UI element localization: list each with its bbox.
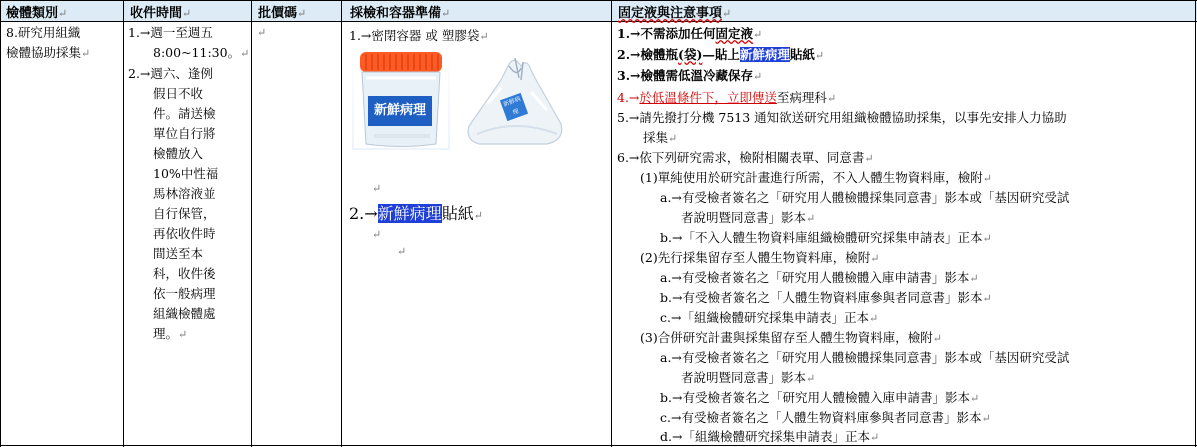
receive-line: 1.→週一至週五 xyxy=(128,25,213,40)
bag-label: 新鮮病理 xyxy=(500,93,528,121)
receive-line: 理。↵ xyxy=(153,326,188,341)
container-item-1: 1.→密閉容器 或 塑膠袋↵ xyxy=(349,28,489,43)
column-border xyxy=(123,0,124,447)
header-fixative-notes: 固定液與注意事項↵ xyxy=(618,6,732,21)
note-4: 4.→於低溫條件下，立即傳送至病理科↵ xyxy=(617,90,837,105)
section-2-item-a: a.→有受檢者簽名之「研究用人體檢體入庫申請書」影本↵ xyxy=(660,270,979,285)
jar-label: 新鮮病理 xyxy=(368,96,432,126)
category-line: 8.研究用組織 xyxy=(6,25,81,40)
note-3: 3.→檢體需低溫冷藏保存↵ xyxy=(617,68,763,83)
receive-line: 自行保管， xyxy=(153,206,216,221)
section-1-item-a-line-1: a.→有受檢者簽名之「研究用人體檢體採集同意書」影本或「基因研究受試 xyxy=(660,190,1070,205)
header-billing-code: 批價碼↵ xyxy=(258,6,307,21)
table-bottom-border xyxy=(0,445,1197,446)
section-3-item-a-line-2: 者說明暨同意書」影本↵ xyxy=(681,370,816,385)
urgent-transport-text: 於低溫條件下，立即傳送 xyxy=(639,90,777,105)
receive-line: 依一般病理 xyxy=(153,286,216,301)
receive-line: 2.→週六、逢例 xyxy=(128,66,213,81)
specimen-category-cell xyxy=(6,23,122,64)
note-6: 6.→依下列研究需求，檢附相關表單、同意書↵ xyxy=(617,150,874,165)
receive-line: 件。請送檢 xyxy=(153,106,216,121)
note-1: 1.→不需添加任何固定液↵ xyxy=(617,26,763,41)
section-3-item-b: b.→有受檢者簽名之「研究用人體檢體入庫申請書」影本↵ xyxy=(660,390,980,405)
receive-line: 科，收件後 xyxy=(153,266,216,281)
receive-line: 8:00~11:30。↵ xyxy=(153,45,250,60)
section-3-item-d: d.→「組織檢體研究採集申請表」正本↵ xyxy=(660,429,880,444)
receive-line: 組織檢體處 xyxy=(153,306,216,321)
column-border xyxy=(251,0,252,447)
section-1-item-b: b.→「不入人體生物資料庫組織檢體研究採集申請表」正本↵ xyxy=(660,230,992,245)
billing-code-empty-mark: ↵ xyxy=(257,26,267,39)
receive-line: 再依收件時 xyxy=(153,226,216,241)
section-2-item-c: c.→「組織檢體研究採集申請表」正本↵ xyxy=(660,310,879,325)
container-para-mark: ↵ xyxy=(372,228,382,241)
category-line: 檢體協助採集↵ xyxy=(6,45,91,60)
receive-line: 假日不收 xyxy=(153,86,204,101)
container-item-2: 2.→新鮮病理貼紙↵ xyxy=(349,204,483,223)
column-border xyxy=(1195,0,1196,447)
column-border xyxy=(611,0,612,447)
header-specimen-category: 檢體類別↵ xyxy=(6,6,68,21)
receive-line: 間送至本 xyxy=(153,246,204,261)
section-3-heading: (3)合併研究計畫與採集留存至人體生物資料庫，檢附↵ xyxy=(640,330,942,345)
column-border xyxy=(341,0,342,447)
section-2-item-b: b.→有受檢者簽名之「人體生物資料庫參與者同意書」影本↵ xyxy=(660,290,992,305)
section-1-heading: (1)單純使用於研究計畫進行所需，不入人體生物資料庫，檢附↵ xyxy=(640,170,992,185)
fresh-pathology-highlight: 新鮮病理 xyxy=(739,47,790,62)
container-para-mark: ↵ xyxy=(372,182,382,195)
header-receive-time: 收件時間↵ xyxy=(130,6,192,21)
header-container-prep: 採檢和容器準備↵ xyxy=(350,6,451,21)
section-3-item-c: c.→有受檢者簽名之「人體生物資料庫參與者同意書」影本↵ xyxy=(660,410,991,425)
receive-line: 10%中性福 xyxy=(153,166,219,181)
container-para-mark: ↵ xyxy=(397,245,407,258)
specimen-jar-image xyxy=(352,48,450,150)
specimen-bag-image xyxy=(461,48,571,150)
table-header-row xyxy=(0,0,1197,22)
receive-line: 單位自行將 xyxy=(153,126,216,141)
note-5-line-1: 5.→請先撥打分機 7513 通知欲送研究用組織檢體協助採集，以事先安排人力協助 xyxy=(617,110,1067,125)
note-5-line-2: 採集↵ xyxy=(643,130,678,145)
receive-line: 馬林溶液並 xyxy=(153,186,216,201)
receive-line: 檢體放入 xyxy=(153,146,204,161)
column-border xyxy=(0,0,1,447)
fresh-pathology-label-highlight: 新鮮病理 xyxy=(377,204,442,223)
section-2-heading: (2)先行採集留存至人體生物資料庫，檢附↵ xyxy=(640,250,880,265)
receive-time-cell xyxy=(128,23,250,345)
note-2: 2.→檢體瓶(袋)—貼上新鮮病理貼紙↵ xyxy=(617,47,825,62)
section-3-item-a-line-1: a.→有受檢者簽名之「研究用人體檢體採集同意書」影本或「基因研究受試 xyxy=(660,350,1070,365)
section-1-item-a-line-2: 者說明暨同意書」影本↵ xyxy=(681,210,816,225)
